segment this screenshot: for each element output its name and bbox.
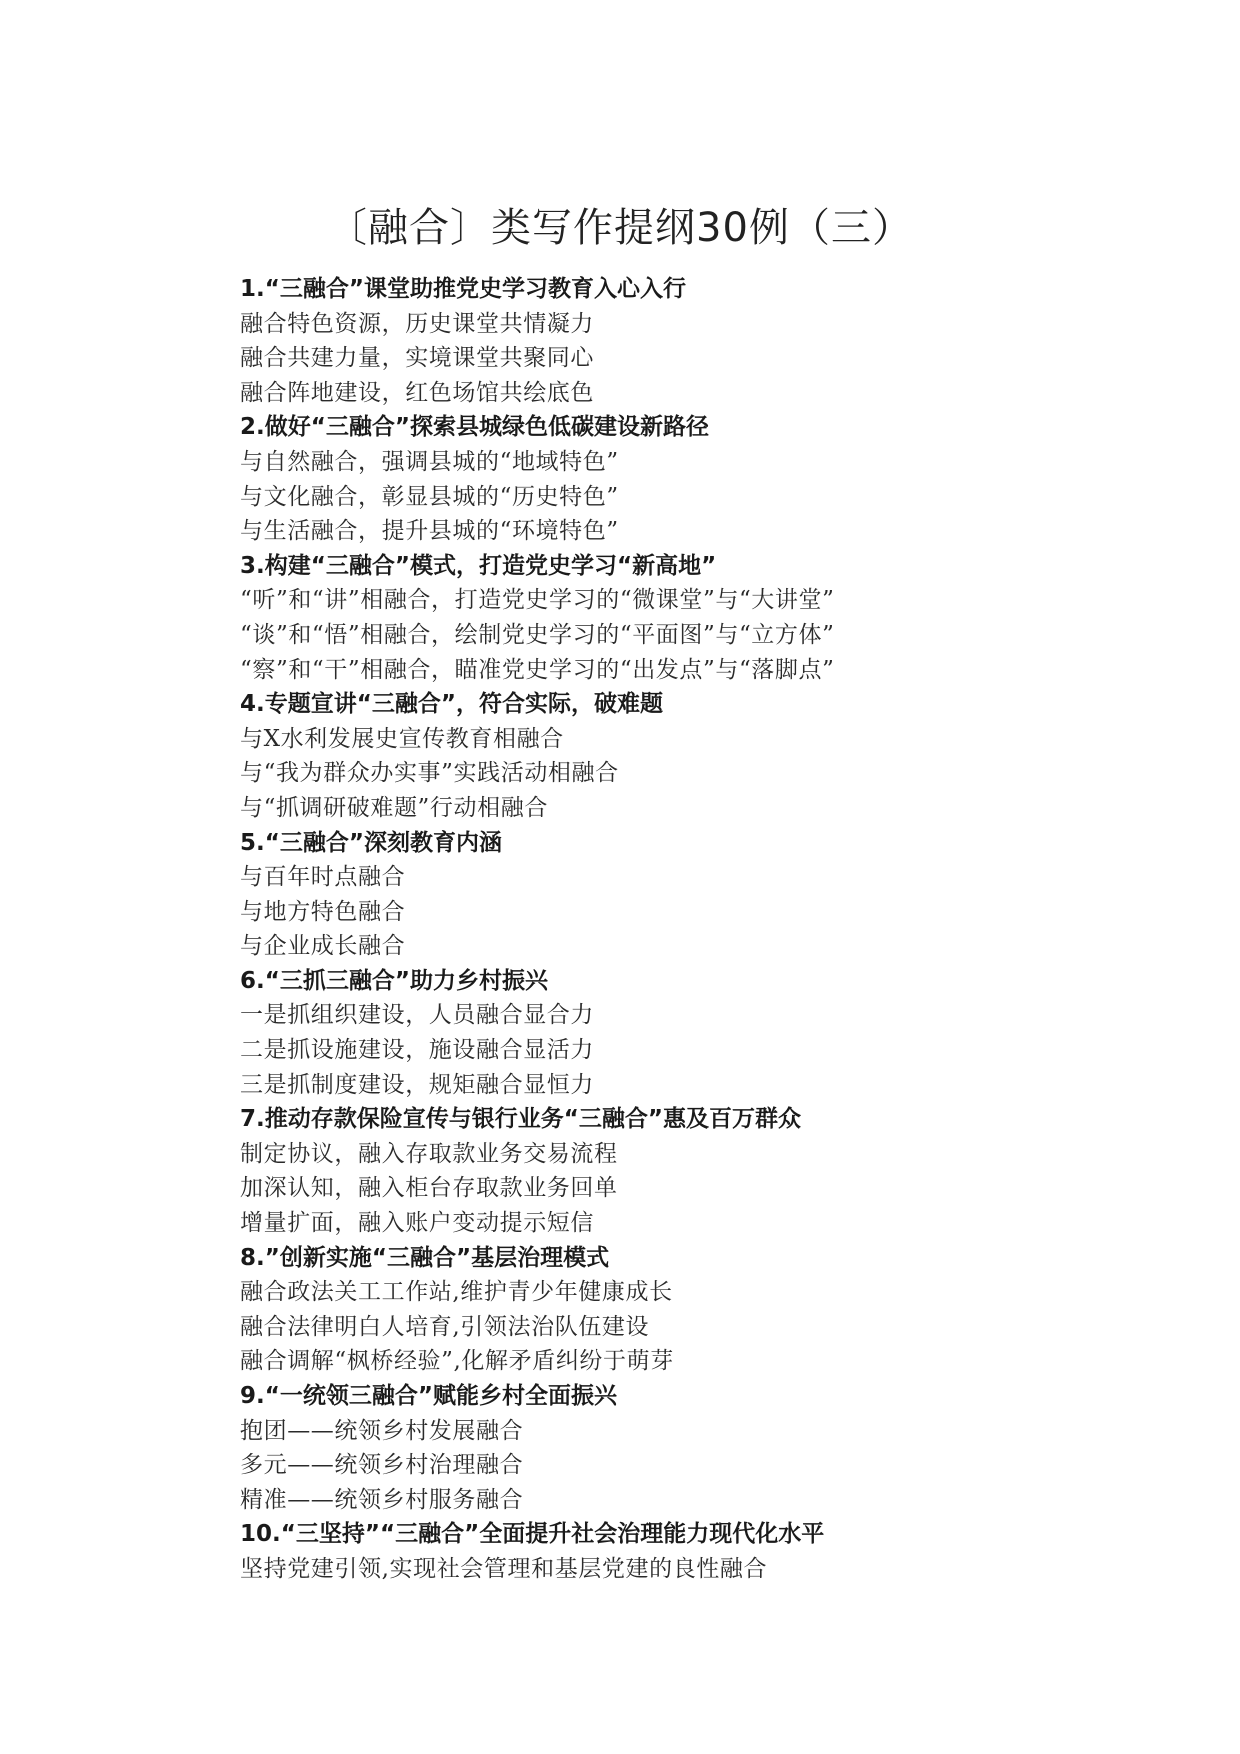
section-line: 与地方特色融合	[240, 898, 406, 925]
section-line: 坚持党建引领,实现社会管理和基层党建的良性融合	[240, 1555, 768, 1582]
section-heading: 1.“三融合”课堂助推党史学习教育入心入行	[240, 276, 686, 302]
section-line: 三是抓制度建设，规矩融合显恒力	[240, 1071, 594, 1098]
section-line: 融合法律明白人培育,引领法治队伍建设	[240, 1313, 650, 1340]
outline-section-7	[240, 1102, 1200, 1240]
section-line: 与百年时点融合	[240, 864, 406, 891]
section-line: 增量扩面，融入账户变动提示短信	[240, 1210, 594, 1237]
section-line: 与文化融合，彰显县城的“历史特色”	[240, 483, 619, 510]
section-line: “谈”和“悟”相融合，绘制党史学习的“平面图”与“立方体”	[240, 621, 835, 648]
section-line: 融合政法关工工作站,维护青少年健康成长	[240, 1279, 673, 1306]
section-heading: 8.”创新实施“三融合”基层治理模式	[240, 1244, 610, 1271]
section-heading: 7.推动存款保险宣传与银行业务“三融合”惠及百万群众	[240, 1106, 801, 1133]
outline-section-3	[240, 549, 1200, 687]
outline-section-5	[240, 826, 1200, 964]
section-line: 制定协议，融入存取款业务交易流程	[240, 1140, 618, 1167]
section-line: “察”和“干”相融合，瞄准党史学习的“出发点”与“落脚点”	[240, 656, 835, 683]
section-line: 与生活融合，提升县城的“环境特色”	[240, 518, 619, 545]
outline-section-2	[240, 410, 1200, 548]
outline-section-4	[240, 687, 1200, 825]
outline-section-8	[240, 1241, 1200, 1379]
outline-section-10	[240, 1517, 1200, 1586]
section-heading: 4.专题宣讲“三融合”，符合实际，破难题	[240, 691, 663, 718]
section-line: 融合特色资源，历史课堂共情凝力	[240, 310, 594, 337]
outline-section-1	[240, 272, 1200, 410]
section-line: 精准——统领乡村服务融合	[240, 1486, 524, 1513]
outline-section-9	[240, 1379, 1200, 1517]
section-line: 二是抓设施建设，施设融合显活力	[240, 1037, 594, 1064]
outline-section-6	[240, 964, 1200, 1102]
document-title: 〔融合〕类写作提纲30例（三）	[327, 205, 913, 251]
section-line: 与X水利发展史宣传教育相融合	[240, 725, 564, 752]
section-heading: 9.“一统领三融合”赋能乡村全面振兴	[240, 1383, 617, 1409]
section-heading: 2.做好“三融合”探索县城绿色低碳建设新路径	[240, 414, 709, 441]
section-line: 多元——统领乡村治理融合	[240, 1452, 524, 1479]
outline-list	[240, 272, 1200, 1587]
section-heading: 3.构建“三融合”模式，打造党史学习“新高地”	[240, 552, 717, 579]
section-line: 与“抓调研破难题”行动相融合	[240, 794, 548, 821]
section-heading: 10.“三坚持”“三融合”全面提升社会治理能力现代化水平	[240, 1521, 825, 1548]
section-heading: 5.“三融合”深刻教育内涵	[240, 829, 502, 856]
section-line: 与企业成长融合	[240, 933, 406, 960]
section-line: 融合共建力量，实境课堂共聚同心	[240, 345, 594, 372]
section-line: 融合阵地建设，红色场馆共绘底色	[240, 379, 594, 406]
section-line: 与“我为群众办实事”实践活动相融合	[240, 760, 619, 787]
section-line: “听”和“讲”相融合，打造党史学习的“微课堂”与“大讲堂”	[240, 587, 835, 614]
section-line: 加深认知，融入柜台存取款业务回单	[240, 1175, 618, 1202]
section-line: 抱团——统领乡村发展融合	[240, 1417, 524, 1444]
section-heading: 6.“三抓三融合”助力乡村振兴	[240, 967, 548, 994]
section-line: 一是抓组织建设，人员融合显合力	[240, 1002, 594, 1029]
section-line: 融合调解“枫桥经验”,化解矛盾纠纷于萌芽	[240, 1348, 674, 1375]
section-line: 与自然融合，强调县城的“地域特色”	[240, 448, 619, 475]
